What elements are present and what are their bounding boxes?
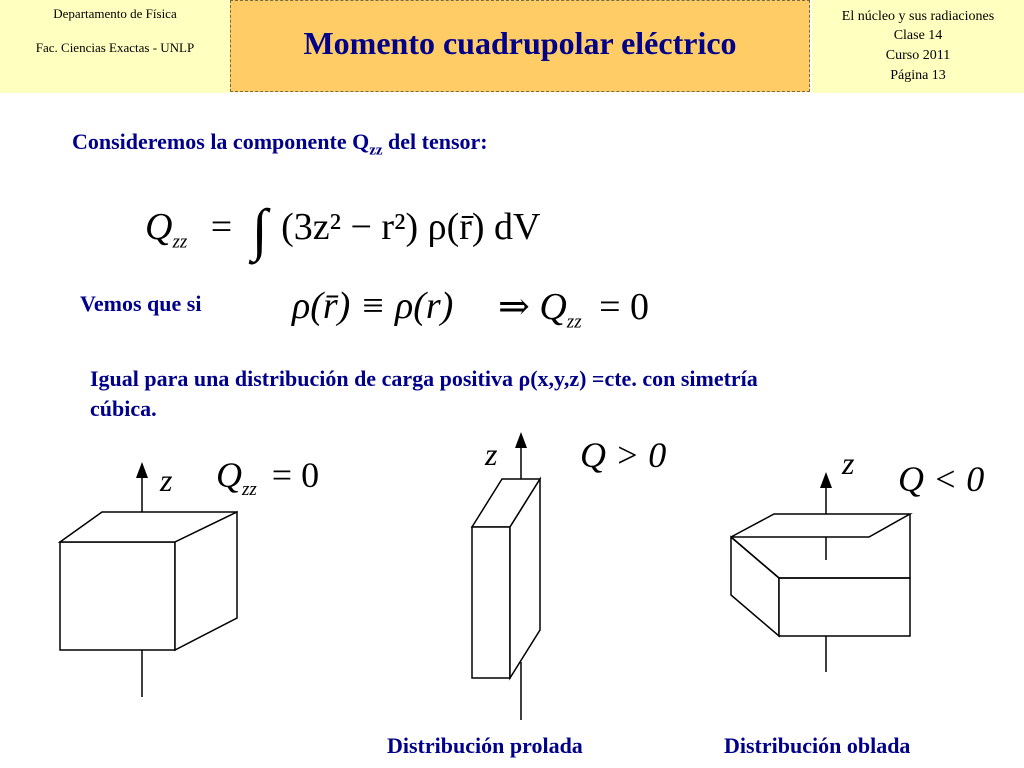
oblate-equation: Q < 0	[898, 459, 985, 499]
cubic-line-2: cúbica.	[90, 396, 157, 421]
prolate-figure	[472, 432, 540, 720]
cube-zero: = 0	[271, 455, 320, 495]
cube-front-face	[60, 542, 175, 650]
eq1-equals: =	[210, 206, 233, 248]
oblate-caption: Distribución oblada	[724, 733, 911, 758]
oblate-left-face	[731, 537, 779, 636]
prolate-caption: Distribución prolada	[387, 733, 583, 758]
cubic-line-1: Igual para una distribución de carga positiva ρ(x,y,z) =cte. con simetría	[90, 366, 758, 391]
eq2-left: ρ(r̄) ≡ ρ(r)	[292, 285, 454, 327]
oblate-axis-label: z	[842, 445, 855, 481]
prolate-equation: Q > 0	[580, 435, 667, 475]
course-name: El núcleo y sus radiaciones	[841, 9, 995, 24]
eq1-subscript: zz	[172, 231, 188, 253]
cube-equation	[216, 454, 319, 501]
page-number: Página 13	[890, 68, 946, 83]
intro-prefix: Consideremos la componente Q	[72, 129, 370, 154]
oblate-front-face	[779, 578, 910, 636]
oblate-axis-arrow	[820, 472, 832, 488]
integral-sign: ∫	[251, 197, 268, 262]
cube-axis-label: z	[160, 462, 173, 498]
faculty-name: Fac. Ciencias Exactas - UNLP	[35, 40, 195, 55]
intro-suffix: del tensor:	[382, 129, 488, 154]
course-year: Curso 2011	[885, 48, 951, 63]
department-name: Departamento de Física	[53, 6, 177, 21]
oblate-top-face	[731, 514, 910, 537]
oblate-figure	[731, 472, 910, 672]
cube-q-symbol: Q	[216, 455, 242, 495]
cube-axis-arrow	[136, 462, 148, 478]
eq2-subscript: zz	[566, 311, 582, 333]
prolate-front-face	[472, 527, 510, 678]
eq1-rhs: (3z² − r²) ρ(r̄) dV	[281, 206, 541, 248]
intro-subscript: zz	[369, 142, 383, 159]
cube-subscript: zz	[242, 479, 257, 501]
prolate-axis-arrow	[515, 432, 527, 448]
eq2-right: ⇒ Q	[498, 286, 567, 328]
prolate-axis-label: z	[485, 436, 498, 472]
class-number: Clase 14	[893, 28, 943, 43]
vemos-text: Vemos que si	[80, 291, 202, 316]
eq2-zero: = 0	[599, 286, 650, 328]
cube-figure	[60, 462, 237, 697]
eq1-q-symbol: Q	[145, 206, 173, 248]
page-title: Momento cuadrupolar eléctrico	[303, 25, 737, 61]
